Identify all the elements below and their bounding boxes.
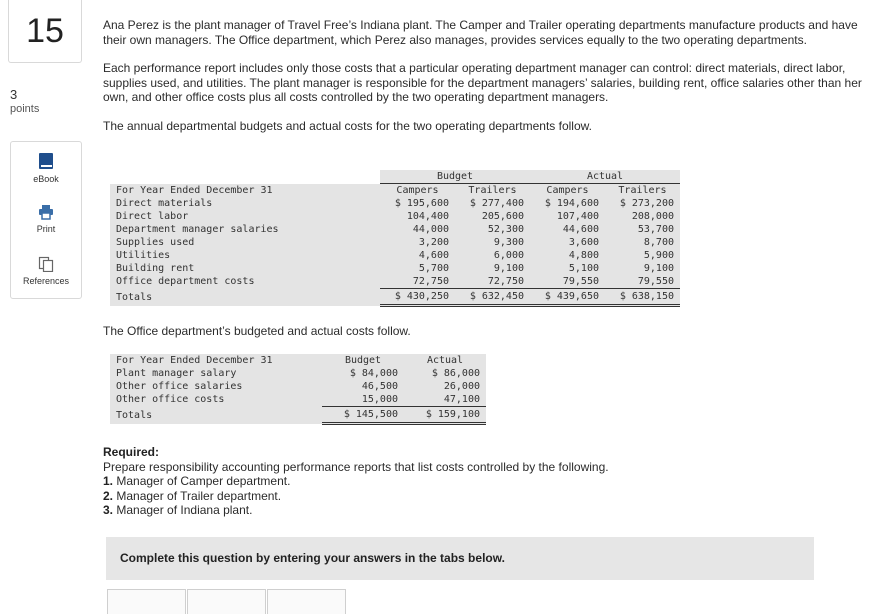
row-label: Building rent [116, 263, 195, 274]
answer-tab-3[interactable] [267, 589, 346, 614]
cell: 4,600 [418, 250, 449, 261]
table-row [110, 367, 486, 380]
total-cell: $ 632,450 [455, 289, 530, 306]
paragraph-1: Ana Perez is the plant manager of Travel Free’s Indiana plant. The Camper and Trailer operating departments manufacture products and have their own managers. The Office department, which Perez also manages, provides services equally to the two operating departments. [103, 18, 858, 47]
row-label: Supplies used [116, 237, 195, 248]
table-row [110, 223, 680, 236]
cell: 44,000 [412, 224, 449, 235]
total-cell: $ 159,100 [404, 407, 486, 424]
required-item-text: Manager of Trailer department. [113, 488, 282, 503]
row-label: Office department costs [116, 276, 255, 288]
cell: $ 86,000 [431, 368, 480, 379]
cell: 72,750 [455, 275, 530, 289]
paragraph-3: The annual departmental budgets and actual costs for the two operating departments follow. [103, 118, 592, 133]
total-cell: $ 145,500 [322, 407, 404, 424]
cell: 8,700 [643, 237, 674, 248]
required-item-number: 3. [103, 503, 114, 518]
references-icon [38, 256, 54, 272]
cell: 3,600 [568, 237, 599, 248]
book-icon [38, 152, 54, 170]
row-label: Utilities [116, 250, 171, 261]
cell: 9,100 [643, 263, 674, 274]
cell: 46,500 [361, 381, 398, 392]
cell: $ 194,600 [544, 198, 599, 209]
cell: $ 195,600 [394, 198, 449, 209]
cell: $ 84,000 [349, 368, 398, 379]
col-budget-trailers: Trailers [468, 185, 517, 196]
office-costs-table [110, 354, 486, 425]
question-number [8, 0, 82, 63]
row-header: For Year Ended December 31 [116, 184, 273, 196]
cell: 5,900 [643, 250, 674, 261]
answer-tab-2[interactable] [187, 589, 266, 614]
cell: 107,400 [556, 211, 599, 222]
row-label: Department manager salaries [116, 224, 279, 235]
cell: 72,750 [380, 275, 455, 289]
actual-group-header: Actual [530, 170, 680, 184]
totals-label: Totals [116, 291, 153, 303]
cell: 5,700 [418, 263, 449, 274]
paragraph-2: Each performance report includes only those costs that a particular operating department manager can control: direct materials, direct labor, supplies used, and utilities. The plant manager is responsible for the department managers’ salaries, building rent, office salaries other than her own, and other office costs plus all costs controlled by the two operating department managers. [103, 61, 862, 105]
cell: $ 277,400 [469, 198, 524, 209]
required-section [103, 445, 609, 518]
required-item-text: Manager of Camper department. [113, 474, 291, 489]
cell: 15,000 [322, 393, 404, 407]
row-label: Direct labor [116, 211, 189, 222]
cell: 3,200 [418, 237, 449, 248]
table-row [110, 236, 680, 249]
departmental-costs-table [110, 170, 680, 307]
cell: 44,600 [562, 224, 599, 235]
cell: 9,100 [493, 263, 524, 274]
cell: 6,000 [493, 250, 524, 261]
col-actual-campers: Campers [546, 185, 589, 196]
tools-panel [10, 141, 82, 299]
col-budget-campers: Campers [396, 185, 439, 196]
required-title: Required: [103, 445, 160, 459]
table-row [110, 197, 680, 210]
table-row [110, 380, 486, 393]
required-intro: Prepare responsibility accounting performance reports that list costs controlled by the following. [103, 459, 609, 474]
required-item-text: Manager of Indiana plant. [113, 503, 253, 518]
col-actual-trailers: Trailers [618, 185, 667, 196]
question-number-text: 15 [26, 11, 64, 50]
totals-row [110, 289, 680, 306]
required-item [103, 474, 290, 488]
references-label: References [22, 276, 70, 286]
cell: 79,550 [605, 275, 680, 289]
total-cell: $ 439,650 [530, 289, 605, 306]
office-col-budget: Budget [344, 355, 382, 366]
office-intro: The Office department’s budgeted and actual costs follow. [103, 324, 411, 338]
instruction-banner: Complete this question by entering your answers in the tabs below. [106, 537, 814, 580]
cell: 26,000 [443, 381, 480, 392]
printer-icon [38, 204, 54, 220]
row-label: Other office costs [116, 394, 225, 406]
required-item [103, 489, 281, 503]
totals-label: Totals [116, 409, 153, 421]
cell: 104,400 [406, 211, 449, 222]
cell: 205,600 [481, 211, 524, 222]
row-label: Plant manager salary [116, 368, 237, 379]
cell: 47,100 [404, 393, 486, 407]
required-item-number: 2. [103, 488, 114, 503]
budget-group-header: Budget [380, 170, 530, 184]
points-label: points [10, 103, 40, 115]
cell: 5,100 [568, 263, 599, 274]
print-button[interactable] [11, 204, 81, 234]
cell: 208,000 [631, 211, 674, 222]
points-value: 3 [10, 87, 18, 102]
row-label: Direct materials [116, 198, 213, 209]
totals-row [110, 407, 486, 424]
ebook-button[interactable] [11, 152, 81, 184]
cell: 4,800 [568, 250, 599, 261]
row-label: Other office salaries [116, 381, 243, 392]
table-row [110, 275, 680, 289]
table-row [110, 249, 680, 262]
cell: $ 273,200 [619, 198, 674, 209]
cell: 79,550 [530, 275, 605, 289]
total-cell: $ 638,150 [605, 289, 680, 306]
cell: 9,300 [493, 237, 524, 248]
office-row-header: For Year Ended December 31 [116, 355, 273, 366]
references-button[interactable] [11, 256, 81, 286]
cell: 53,700 [637, 224, 674, 235]
table-row [110, 262, 680, 275]
cell: 52,300 [487, 224, 524, 235]
problem-text [103, 18, 883, 134]
total-cell: $ 430,250 [380, 289, 455, 306]
points-indicator [10, 88, 39, 116]
office-col-actual: Actual [426, 355, 464, 366]
required-item-number: 1. [103, 474, 114, 489]
ebook-label: eBook [33, 174, 59, 184]
print-label: Print [36, 224, 56, 234]
table-row [110, 210, 680, 223]
required-item [103, 503, 252, 517]
table-row [110, 393, 486, 407]
answer-tab-1[interactable] [107, 589, 186, 614]
